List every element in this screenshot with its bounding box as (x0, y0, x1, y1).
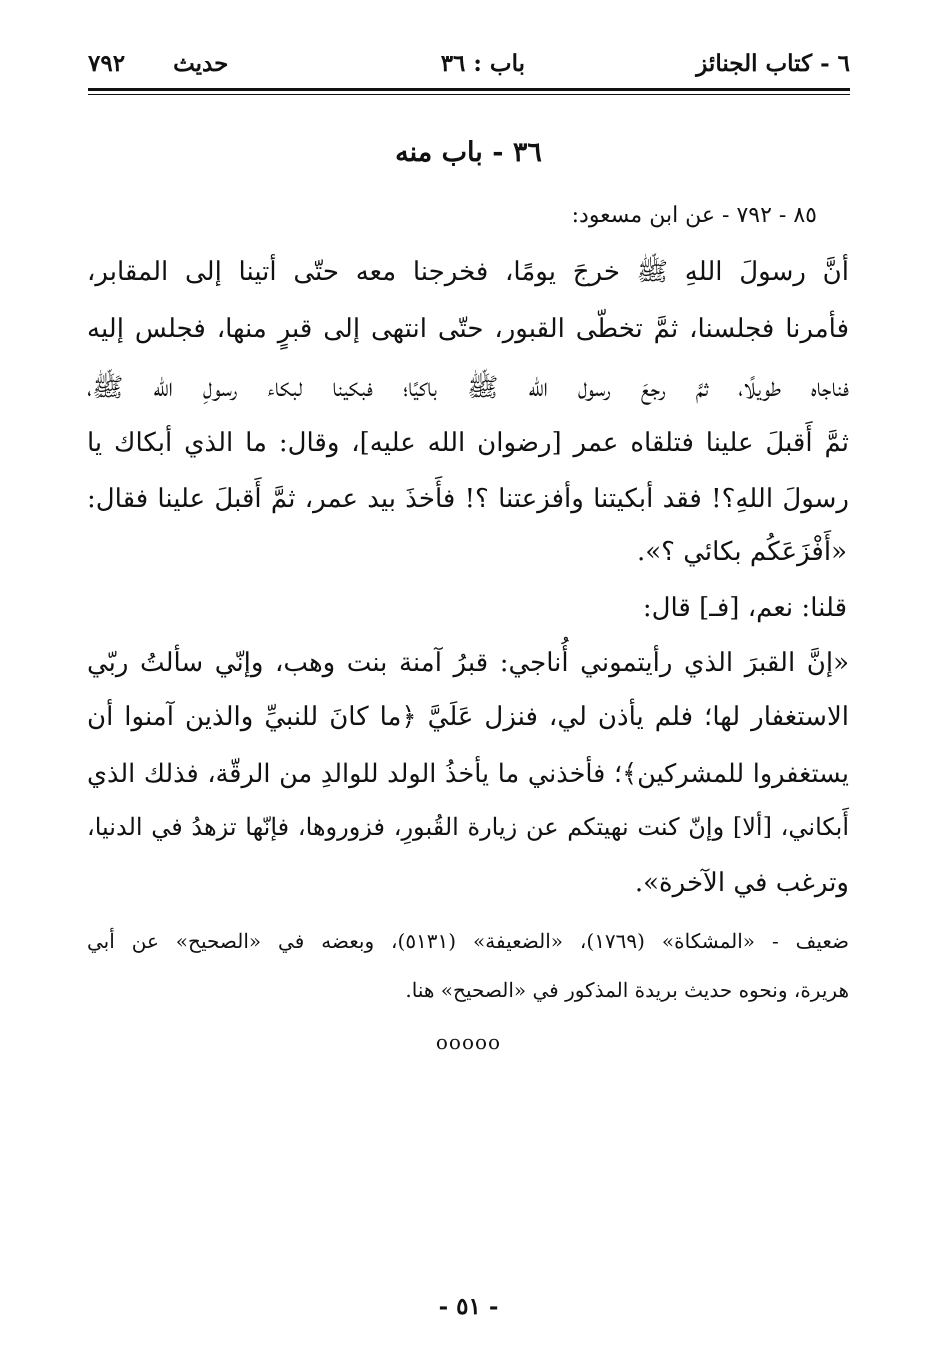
body-line: وترغب في الآخرة». (634, 868, 849, 898)
section-separator: ooooo (435, 1030, 502, 1054)
hadith-isnad: ٨٥ - ٧٩٢ - عن ابن مسعود: (571, 203, 817, 228)
chapter-title: ٣٦ - باب منه (395, 137, 542, 168)
header-rule-thick (88, 88, 850, 91)
takhrij-line: ضعيف - «المشكاة» (١٧٦٩)، «الضعيفة» (٥١٣١)، وبعضه في «الصحيح» عن أبي (87, 929, 849, 953)
header-hadith-label: حديث (173, 50, 229, 77)
body-line: «إنَّ القبرَ الذي رأيتموني أُناجي: قبرُ آمنة بنت وهب، وإنّي سألتُ ربّي (87, 648, 849, 678)
body-line: رسولَ اللهِ؟! فقد أبكيتنا وأفزعتنا ؟! فأَخذَ بيد عمر، ثمَّ أَقبلَ علينا فقال: (87, 484, 849, 514)
header-rule-thin (88, 94, 850, 95)
body-line: أَبكاني، [ألا] وإنّ كنت نهيتكم عن زيارة القُبورِ، فزوروها، فإنّها تزهدُ في الدنيا، (87, 813, 849, 841)
body-line: ثمَّ أَقبلَ علينا فتلقاه عمر [رضوان الله عليه]، وقال: ما الذي أبكاك يا (87, 428, 849, 458)
body-line: «أَفْزَعَكُم بكائي ؟». (636, 537, 847, 567)
body-line: يستغفروا للمشركين﴾؛ فأخذني ما يأخذُ الولد للوالدِ من الرقّة، فذلك الذي (87, 759, 849, 789)
body-line: فأمرنا فجلسنا، ثمَّ تخطّى القبور، حتّى انتهى إلى قبرٍ منها، فجلس إليه (87, 314, 849, 344)
header-hadith-ref (88, 50, 228, 77)
header-chapter-number: باب : ٣٦ (440, 50, 525, 77)
body-line: قلنا: نعم، [فـ] قال: (642, 593, 847, 623)
page-number: - ٥١ - (438, 1293, 499, 1320)
running-header (88, 50, 850, 86)
body-line: فناجاه طويلًا، ثمَّ رجعَ رسول الله ﷺ باكيًا؛ فبكينا لبكاء رسولِ الله ﷺ، (87, 373, 849, 403)
body-line: أنَّ رسولَ اللهِ ﷺ خرجَ يومًا، فخرجنا معه حتّى أتينا إلى المقابر، (87, 257, 849, 287)
body-line: الاستغفار لها؛ فلم يأذن لي، فنزل عَلَيَّ ﴿ما كانَ للنبيِّ والذين آمنوا أن (87, 702, 849, 732)
header-book-title: ٦ - كتاب الجنائز (696, 50, 850, 77)
header-hadith-number: ٧٩٢ (88, 50, 126, 77)
takhrij-line: هريرة، ونحوه حديث بريدة المذكور في «الصحيح» هنا. (405, 978, 849, 1002)
